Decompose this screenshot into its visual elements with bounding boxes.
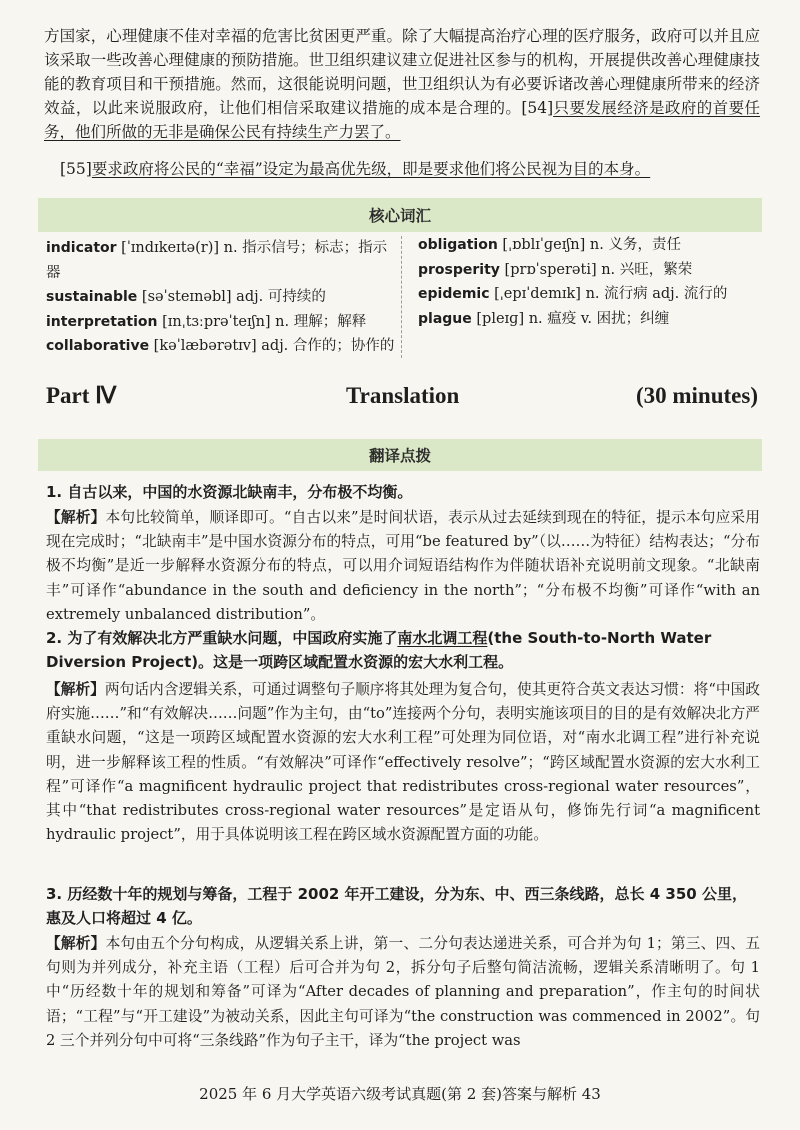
analysis-text: 本句由五个分句构成，从逻辑关系上讲，第一、二分句表达递进关系，可合并为句 1；第三、四、五句则为并列成分，补充主语（工程）后可合并为句 2，拆分句子后整句简洁流畅，逻辑关系清晰明了。句 1 中“历经数十年的规划和筹备”可译为“After decades of planning and preparation”，作主句的时间状语；“工程”与“开工建设”为被动关系，因此主句可译为“the construction was commenced in 2002”。句 2 三个并列分句中可将“三条线路”作为句子主干，译为“the project was — [46, 935, 760, 1049]
part-time: (30 minutes) — [635, 383, 758, 408]
vocab-entry — [418, 258, 768, 283]
vocab-word: epidemic — [418, 286, 490, 302]
vocab-entry — [46, 236, 396, 285]
vocab-entry — [418, 233, 768, 258]
item-3-title: 3. 历经数十年的规划与筹备，工程于 2002 年开工建设，分为东、中、西三条线路，总长 4 350 公里，惠及人口将超过 4 亿。 — [46, 885, 747, 927]
underlined-sentence-54: 只要发展经济是政府的首要任务，他们所做的无非是确保公民有持续生产力罢了。 — [44, 99, 760, 141]
analysis-tag: 【解析】 — [46, 935, 106, 952]
vocab-definition: [səˈsteɪnəbl] adj. 可持续的 — [137, 289, 326, 305]
vocab-definition: [ˈɪndɪkeɪtə(r)] n. 指示信号；标志；指示器 — [46, 240, 388, 281]
vocab-definition: [ɪnˌtɜːprəˈteɪʃn] n. 理解；解释 — [157, 313, 367, 330]
item-3-analysis — [46, 932, 760, 1053]
vocab-definition: [pleɪɡ] n. 瘟疫 v. 困扰；纠缠 — [471, 310, 670, 327]
item-2-title-post: (the South-to-North Water Diversion Project)。这是一项跨区域配置水资源的宏大水利工程。 — [46, 629, 712, 671]
item-2-title — [46, 626, 760, 674]
underlined-sentence-55: 要求政府将公民的“幸福”设定为最高优先级，即是要求他们将公民视为目的本身。 — [91, 160, 651, 178]
vocab-word: interpretation — [46, 313, 158, 330]
ref-55: [55] — [60, 160, 92, 178]
intro-paragraph — [44, 24, 760, 144]
vocab-definition: [ˌɒblɪˈɡeɪʃn] n. 义务，责任 — [497, 237, 681, 253]
item-2-title-underlined: 南水北调工程 — [397, 629, 488, 647]
item-1-title: 1. 自古以来，中国的水资源北缺南丰，分布极不均衡。 — [46, 483, 413, 501]
part-label: Part Ⅳ — [46, 383, 117, 408]
analysis-tag: 【解析】 — [46, 681, 105, 698]
item-2-analysis — [46, 678, 760, 847]
vocab-entry — [46, 285, 396, 310]
part-title: Translation — [346, 383, 460, 408]
vocab-word: indicator — [46, 240, 117, 256]
ref-54: [54] — [521, 99, 554, 117]
intro-text: 方国家，心理健康不佳对幸福的危害比贫困更严重。除了大幅提高治疗心理的医疗服务，政府可以并且应该采取一些改善心理健康的预防措施。世卫组织建议建立促进社区参与的机构，开展提供改善心理健康技能的教育项目和干预措施。然而，这很能说明问题，世卫组织认为有必要诉诸改善心理健康所带来的经济效益，以此来说服政府，让他们相信采取建议措施的成本是合理的。 — [44, 27, 760, 117]
vocab-section-header — [38, 198, 762, 232]
vocab-definition: [prɒˈsperəti] n. 兴旺，繁荣 — [499, 261, 693, 278]
translation-section-header — [38, 439, 762, 471]
vocab-entry — [46, 334, 396, 359]
vocab-entry — [418, 282, 768, 307]
analysis-text: 两句话内含逻辑关系，可通过调整句子顺序将其处理为复合句，使其更符合英文表达习惯：将“中国政府实施……”和“有效解决……问题”作为主句，由“to”连接两个分句，表明实施该项目的目的是有效解决北方严重缺水问题，“这是一项跨区域配置水资源的宏大水利工程”可处理为同位语，对“南水北调工程”进行补充说明，进一步解释该工程的性质。“有效解决”可译作“effectively resolve”；“跨区域配置水资源的宏大水利工程”可译作“a magnificent hydraulic project that redistributes cross-regional water resources”，其中“that redistributes cross-regional water resources”是定语从句，修饰先行词“a magnificent hydraulic project”，用于具体说明该工程在跨区域水资源配置方面的功能。 — [46, 681, 760, 844]
vocab-column-right — [418, 233, 768, 331]
vocab-entry — [46, 310, 396, 335]
vocab-column-left — [46, 236, 396, 359]
vocab-definition: [ˌepɪˈdemɪk] n. 流行病 adj. 流行的 — [489, 286, 728, 302]
vocab-word: prosperity — [418, 261, 500, 278]
vocab-title: 核心词汇 — [368, 207, 431, 225]
vocab-word: obligation — [418, 237, 498, 253]
vocab-divider — [401, 236, 402, 358]
translation-banner-title: 翻译点拨 — [368, 447, 431, 465]
analysis-tag: 【解析】 — [46, 509, 106, 526]
paragraph-55 — [60, 157, 760, 181]
page-footer: 2025 年 6 月大学英语六级考试真题(第 2 套)答案与解析 43 — [199, 1085, 601, 1103]
part-heading — [46, 383, 760, 417]
item-2-title-pre: 2. 为了有效解决北方严重缺水问题，中国政府实施了 — [46, 629, 398, 647]
item-1-analysis — [46, 506, 760, 627]
vocab-word: plague — [418, 310, 472, 327]
vocab-entry — [418, 307, 768, 332]
analysis-text: 本句比较简单，顺译即可。“自古以来”是时间状语，表示从过去延续到现在的特征，提示本句应采用现在完成时；“北缺南丰”是中国水资源分布的特点，可用“be featured by”（以……为特征）结构表达；“分布极不均衡”是近一步解释水资源分布的特点，可以用介词短语结构作为伴随状语补充说明前文现象。“北缺南丰”可译作“abundance in the south and deficiency in the north”；“分布极不均衡”可译作“with an extremely unbalanced distribution”。 — [46, 509, 760, 623]
vocab-definition: [kəˈlæbərətɪv] adj. 合作的；协作的 — [149, 338, 395, 354]
vocab-word: sustainable — [46, 289, 138, 305]
vocab-word: collaborative — [46, 338, 150, 354]
